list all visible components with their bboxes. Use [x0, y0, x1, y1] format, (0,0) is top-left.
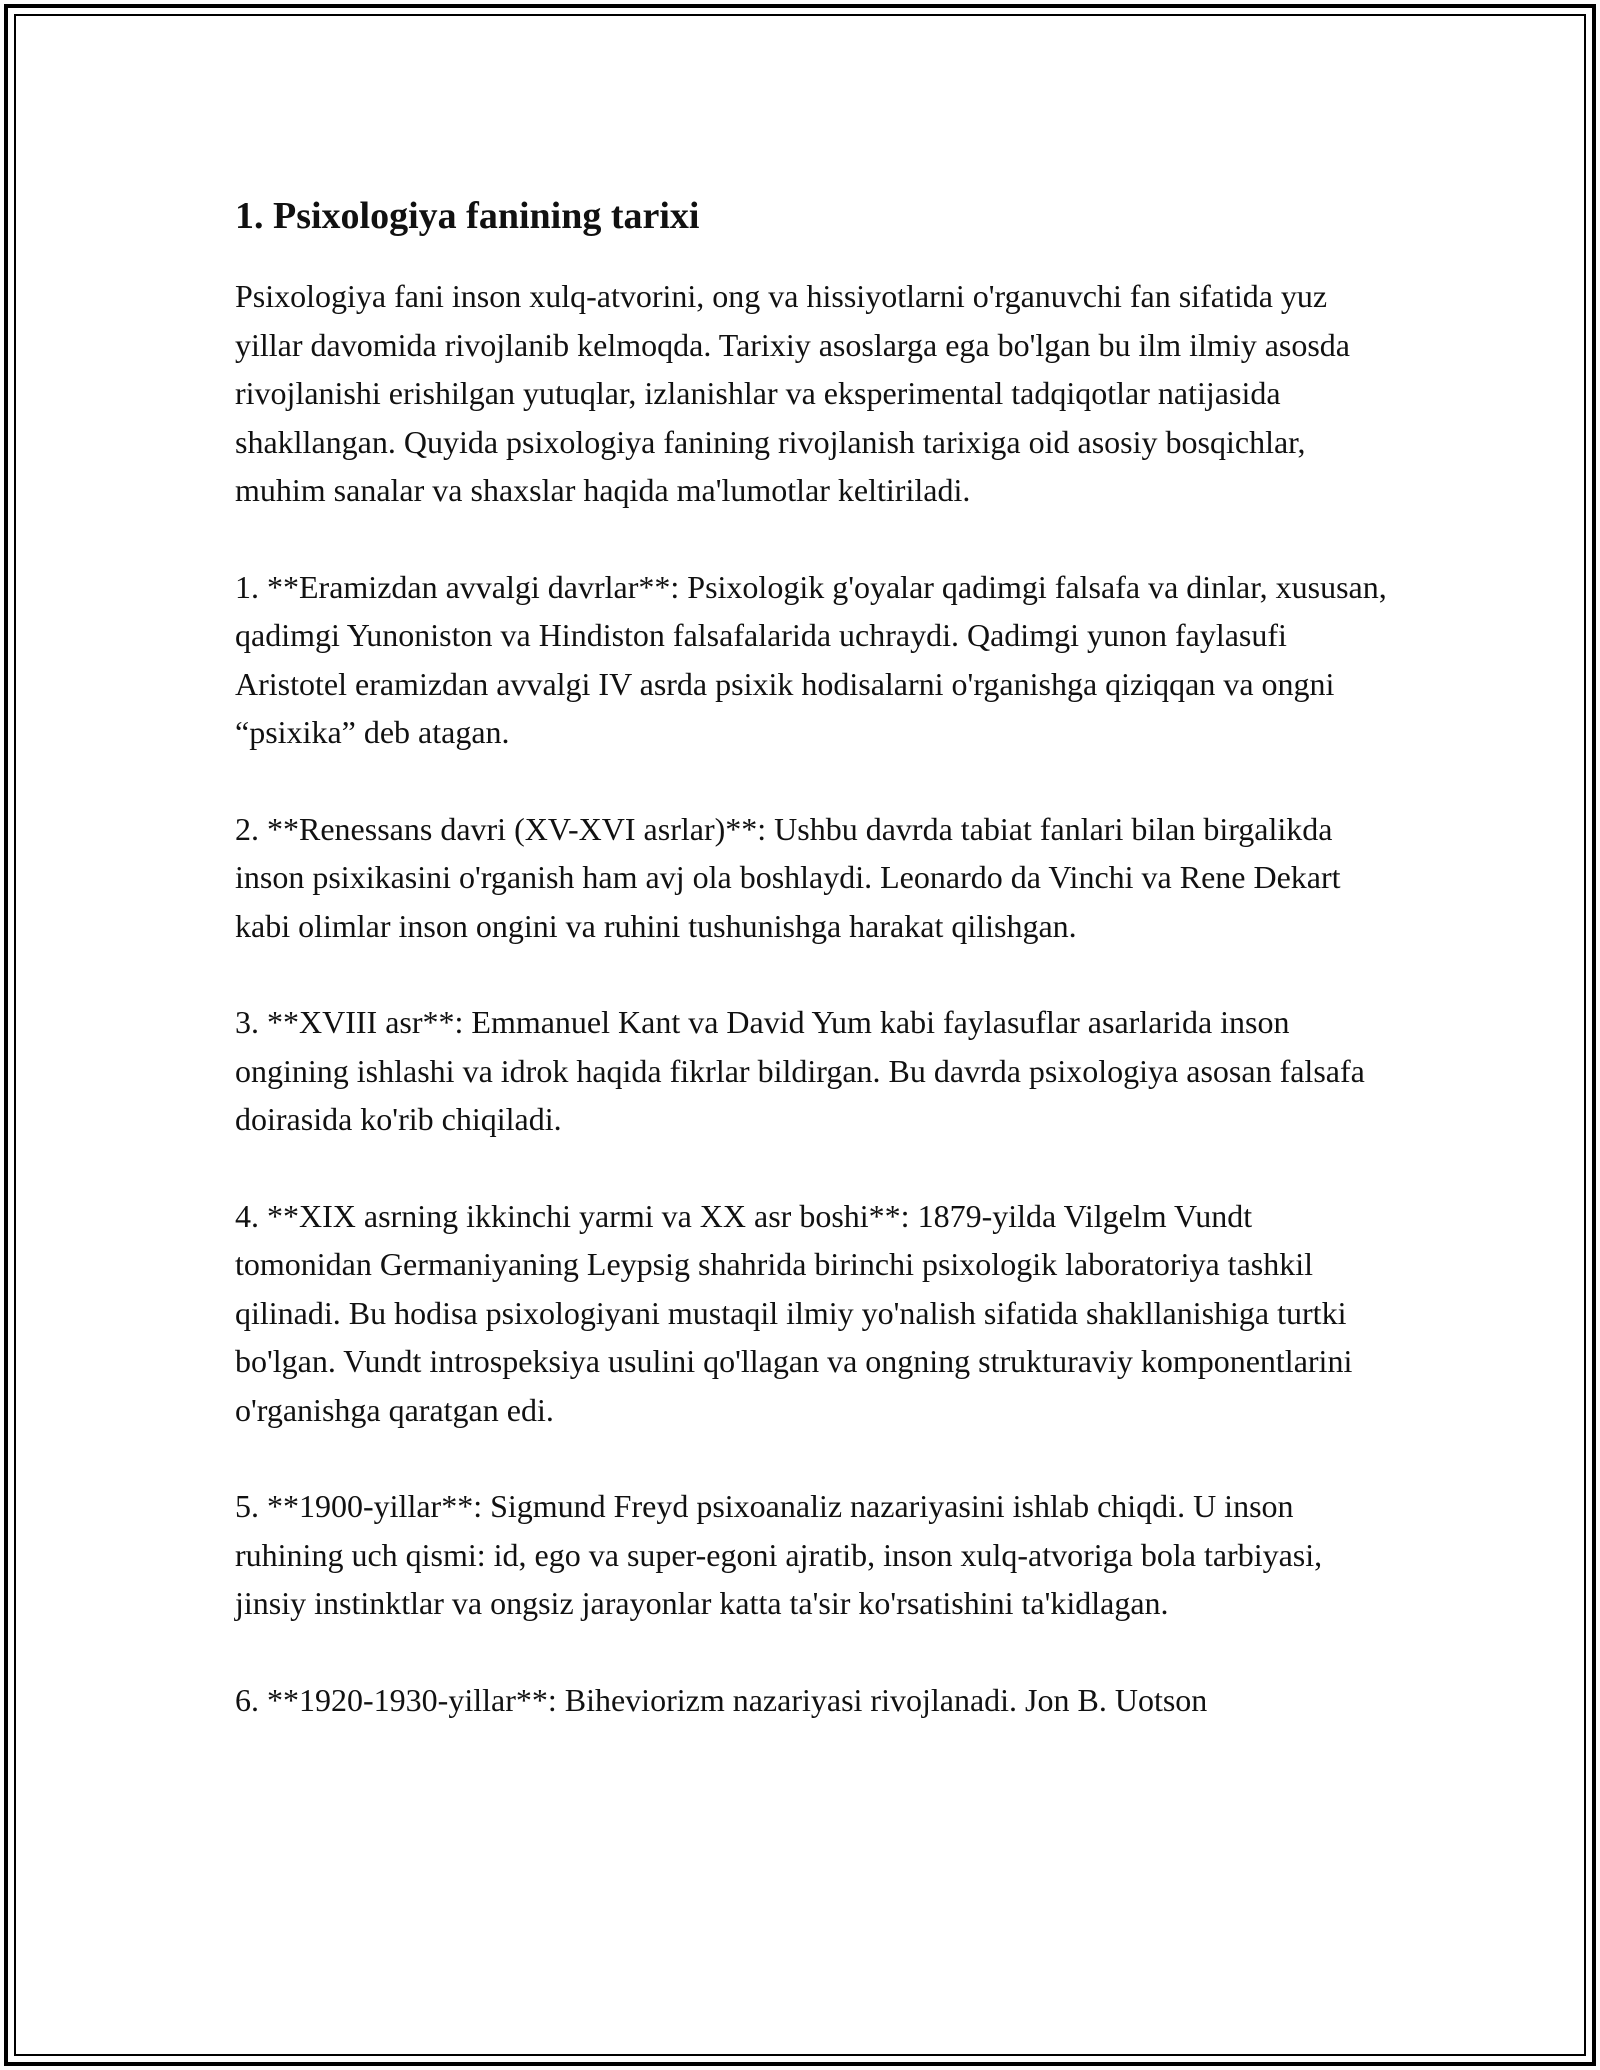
document-body: [235, 190, 1395, 1772]
section-heading: 1. Psixologiya fanining tarixi: [235, 195, 700, 237]
paragraph-item-5: 5. **1900-yillar**: Sigmund Freyd psixoanaliz nazariyasini ishlab chiqdi. U inson ruhining uch qismi: id, ego va super-egoni ajratib, inson xulq-atvoriga bola tarbiyasi, jinsiy instinktlar va ongsiz jarayonlar katta ta'sir ko'rsatishini ta'kidlagan.: [235, 1488, 1323, 1621]
paragraph-item-1: 1. **Eramizdan avvalgi davrlar**: Psixologik g'oyalar qadimgi falsafa va dinlar, xususan, qadimgi Yunoniston va Hindiston falsafalarida uchraydi. Qadimgi yunon faylasufi Aristotel eramizdan avvalgi IV asrda psixik hodisalarni o'rganishga qiziqqan va ongni “psixika” deb atagan.: [235, 568, 1387, 750]
paragraph-item-3: 3. **XVIII asr**: Emmanuel Kant va David Yum kabi faylasuflar asarlarida inson ongining ishlashi va idrok haqida fikrlar bildirgan. Bu davrda psixologiya asosan falsafa doirasida ko'rib chiqiladi.: [235, 1004, 1365, 1137]
paragraph-item-6: 6. **1920-1930-yillar**: Biheviorizm nazariyasi rivojlanadi. Jon B. Uotson: [235, 1681, 1208, 1718]
paragraph-item-4: 4. **XIX asrning ikkinchi yarmi va XX asr boshi**: 1879-yilda Vilgelm Vundt tomonidan Germaniyaning Leypsig shahrida birinchi psixologik laboratoriya tashkil qilinadi. Bu hodisa psixologiyani mustaqil ilmiy yo'nalish sifatida shakllanishiga turtki bo'lgan. Vundt introspeksiya usulini qo'llagan va ongning strukturaviy komponentlarini o'rganishga qaratgan edi.: [235, 1197, 1353, 1428]
intro-paragraph: Psixologiya fani inson xulq-atvorini, ong va hissiyotlarni o'rganuvchi fan sifatida yuz yillar davomida rivojlanib kelmoqda. Tarixiy asoslarga ega bo'lgan bu ilm ilmiy asosda rivojlanishi erishilgan yutuqlar, izlanishlar va eksperimental tadqiqotlar natijasida shakllangan. Quyida psixologiya fanining rivojlanish tarixiga oid asosiy bosqichlar, muhim sanalar va shaxslar haqida ma'lumotlar keltiriladi.: [235, 278, 1350, 508]
paragraph-item-2: 2. **Renessans davri (XV-XVI asrlar)**: Ushbu davrda tabiat fanlari bilan birgalikda inson psixikasini o'rganish ham avj ola boshlaydi. Leonardo da Vinchi va Rene Dekart kabi olimlar inson ongini va ruhini tushunishga harakat qilishgan.: [235, 810, 1341, 944]
